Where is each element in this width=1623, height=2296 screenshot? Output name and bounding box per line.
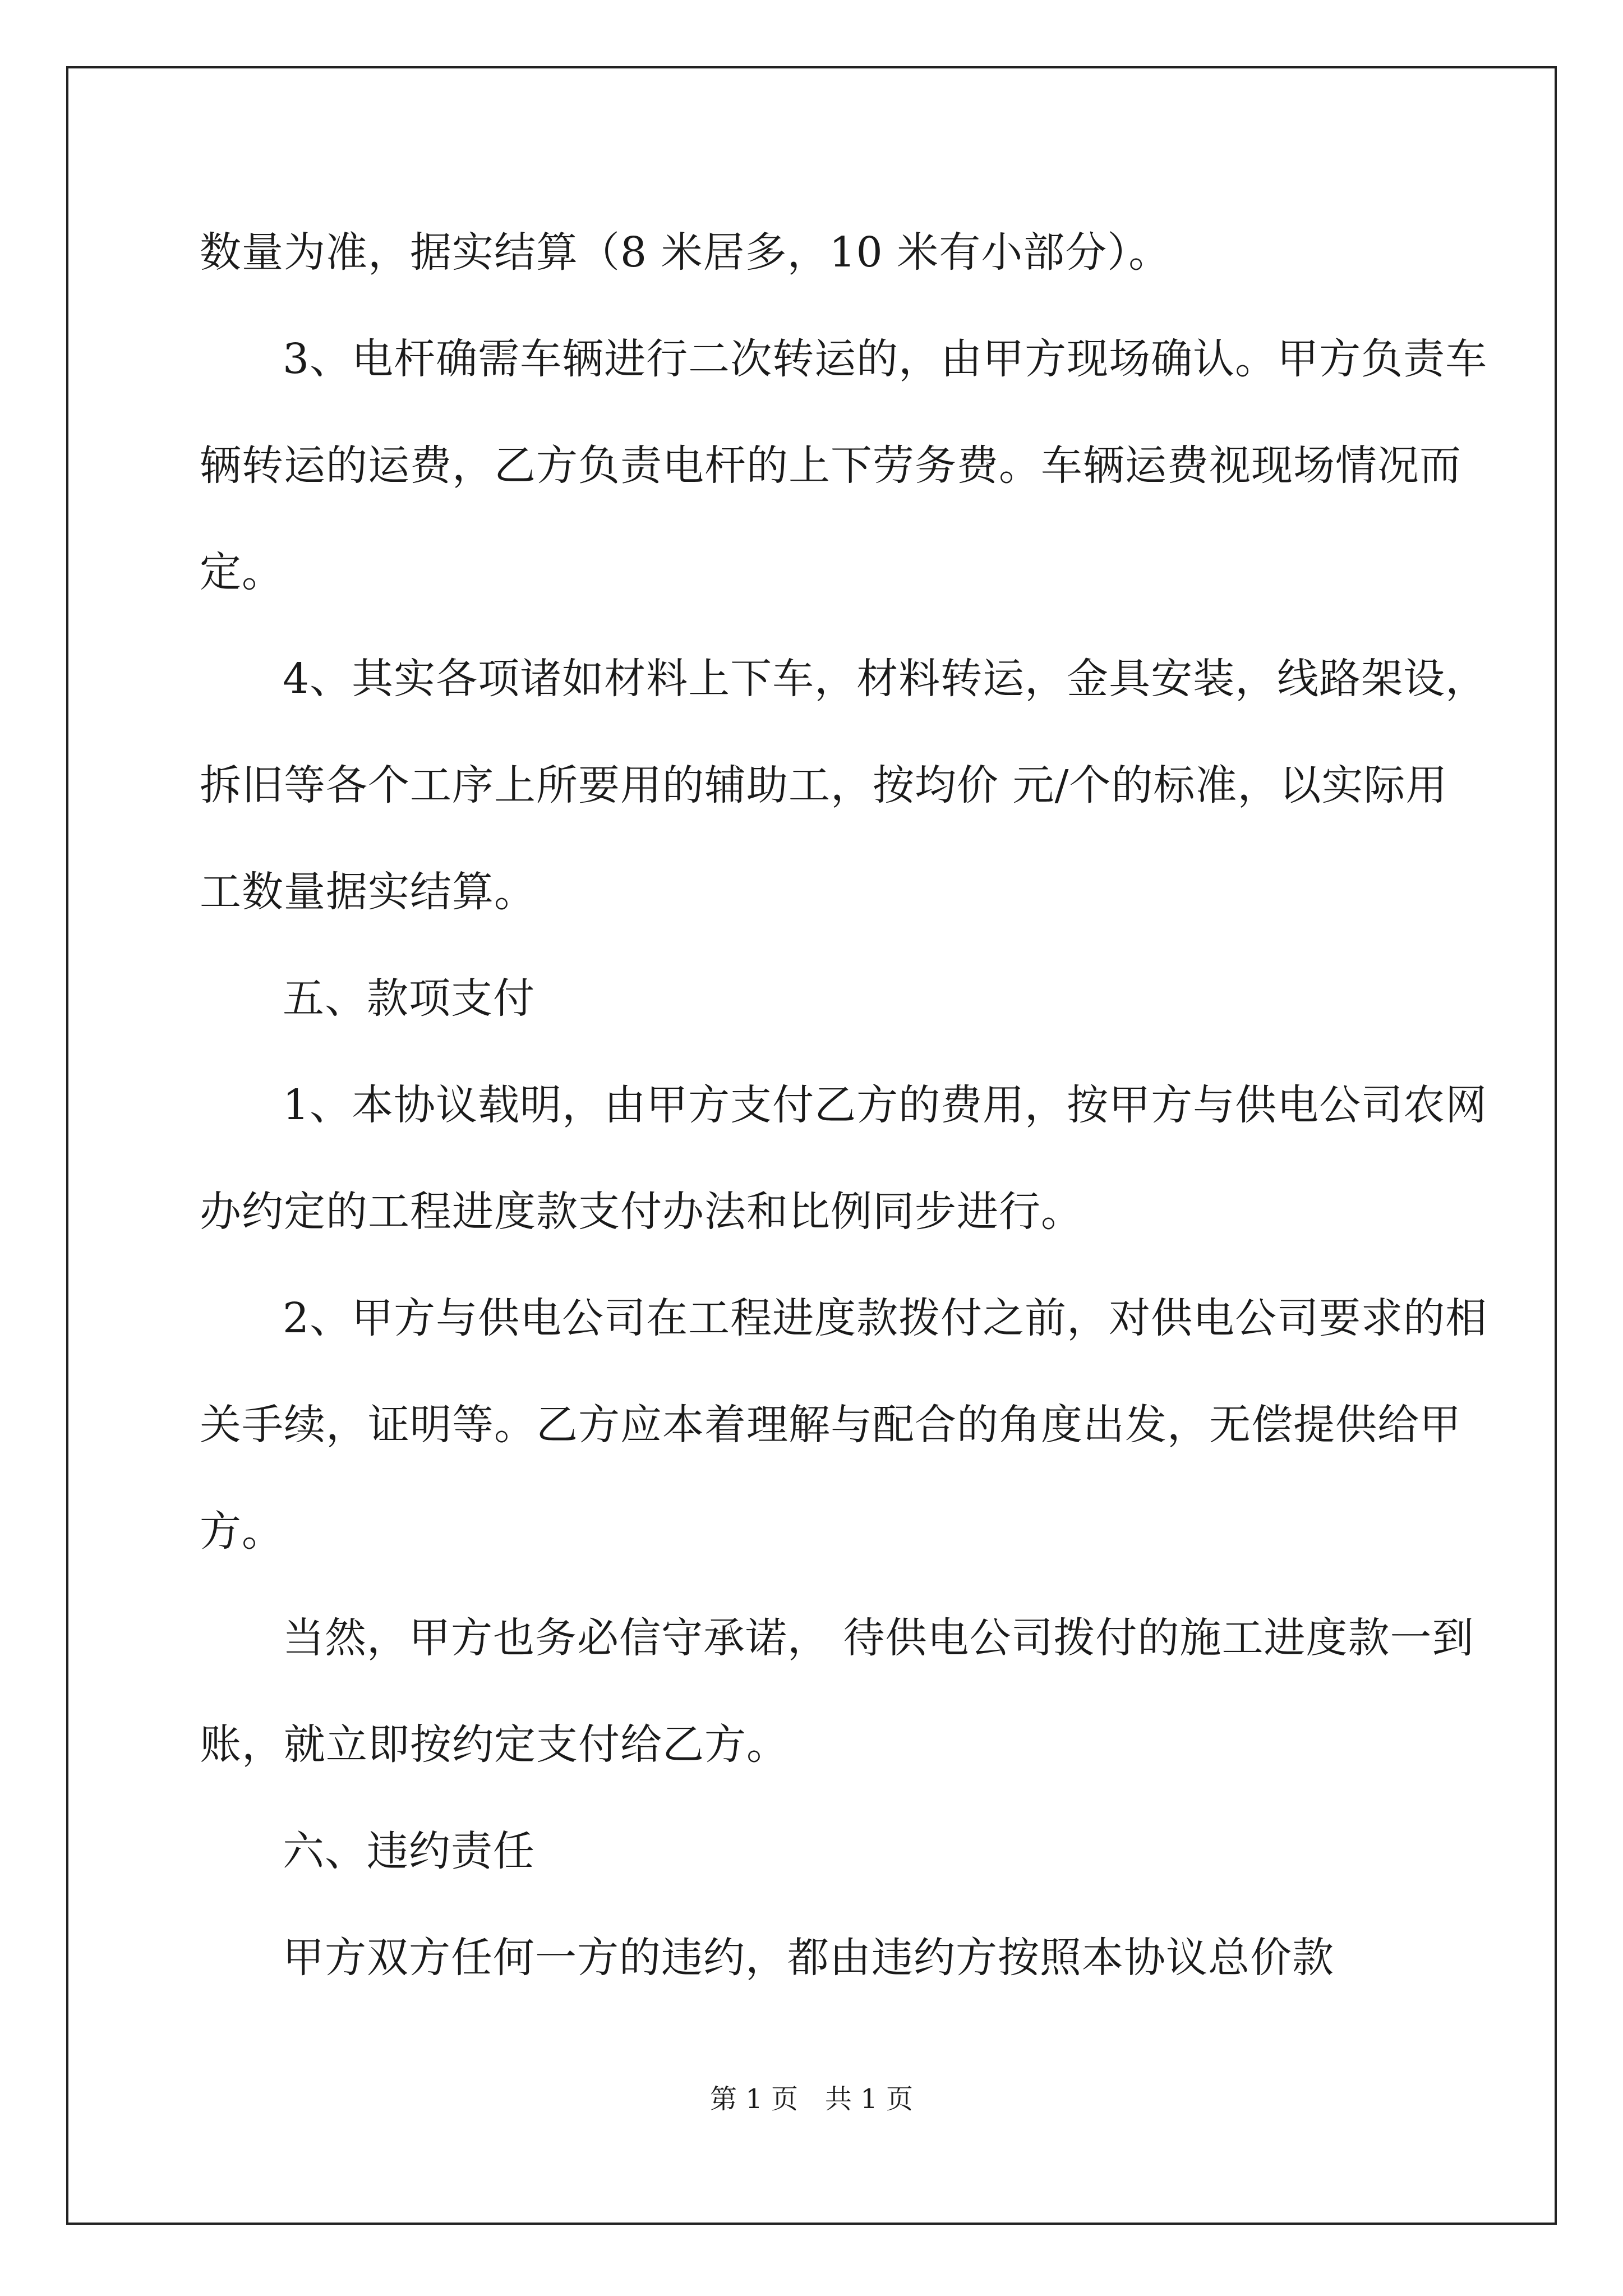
- text-line: 甲方双方任何一方的违约，都由违约方按照本协议总价款: [283, 1934, 1334, 1982]
- text-line: 方。: [200, 1507, 284, 1556]
- text-line: 辆转运的运费，乙方负责电杆的上下劳务费。车辆运费视现场情况而: [200, 441, 1461, 490]
- text-line: 数量为准，据实结算（8 米居多，10 米有小部分）。: [200, 228, 1171, 277]
- text-line: 当然，甲方也务必信守承诺， 待供电公司拨付的施工进度款一到: [283, 1614, 1474, 1662]
- text-line: 工数量据实结算。: [200, 868, 536, 916]
- page-number: 第 1 页: [709, 2083, 798, 2115]
- text-line: 4、其实各项诸如材料上下车，材料转运，金具安装，线路架设，: [283, 655, 1488, 703]
- text-line: 3、电杆确需车辆进行二次转运的，由甲方现场确认。甲方负责车: [283, 335, 1488, 383]
- page-footer: [0, 2082, 1623, 2116]
- text-line: 1、本协议载明，由甲方支付乙方的费用，按甲方与供电公司农网: [283, 1081, 1488, 1129]
- text-line: 拆旧等各个工序上所要用的辅助工，按均价 元/个的标准，以实际用: [200, 761, 1448, 809]
- document-body: [200, 208, 1488, 2019]
- section-heading: 五、款项支付: [283, 974, 535, 1023]
- text-line: 账，就立即按约定支付给乙方。: [200, 1720, 789, 1769]
- page-total: 共 1 页: [825, 2083, 914, 2115]
- text-line: 办约定的工程进度款支付办法和比例同步进行。: [200, 1188, 1083, 1236]
- text-line: 定。: [200, 548, 284, 596]
- text-line: 关手续，证明等。乙方应本着理解与配合的角度出发，无偿提供给甲: [200, 1401, 1461, 1449]
- section-heading: 六、违约责任: [283, 1827, 535, 1875]
- text-line: 2、甲方与供电公司在工程进度款拨付之前，对供电公司要求的相: [283, 1294, 1488, 1342]
